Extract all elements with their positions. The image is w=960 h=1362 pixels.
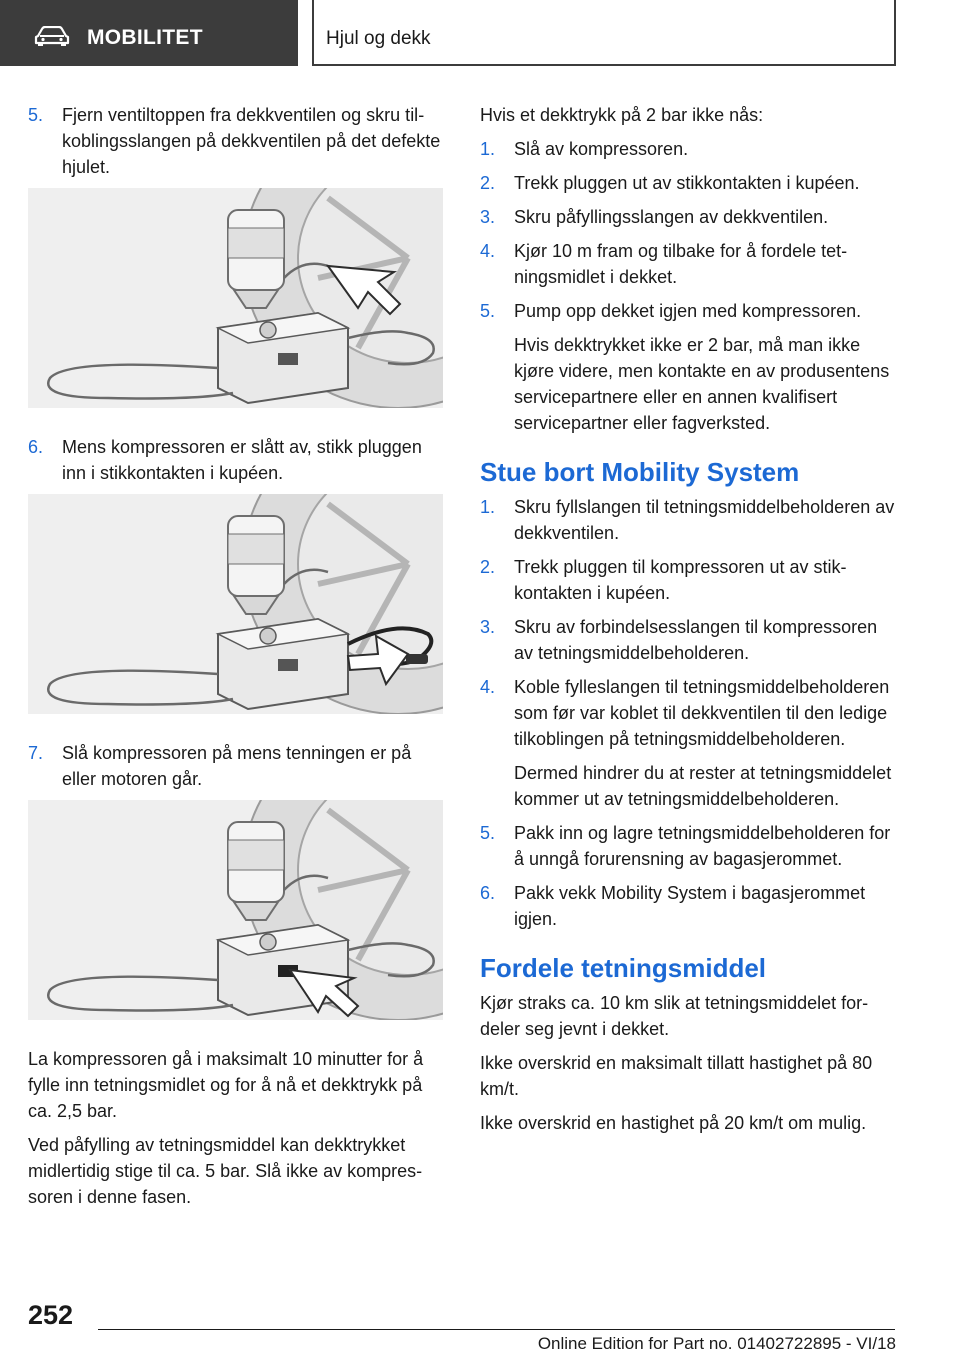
car-icon	[34, 26, 70, 46]
step-item	[28, 102, 448, 180]
left-column	[28, 102, 448, 1218]
step-text: Skru fyllslangen til tetningsmiddelbeholderen av dekkventilen.	[514, 497, 895, 543]
edition-note: Online Edition for Part no. 01402722895 - VI/18	[537, 1334, 896, 1353]
illustration-plug-socket	[28, 494, 443, 714]
step-text: Skru av forbindelsesslangen til kompressoren av tetningsmiddelbeholderen.	[514, 617, 878, 663]
step-item	[480, 238, 900, 290]
step-item	[480, 880, 900, 932]
step-number: 4.	[480, 241, 496, 261]
paragraph: Hvis et dekktrykk på 2 bar ikke nås:	[480, 105, 764, 125]
header-section-tab	[0, 0, 298, 66]
step-note: Hvis dekktrykket ikke er 2 bar, må man ikke kjøre videre, men kontakte en av produsentens servicepartnere eller en annen kvalifisert servicepartner eller fagverksted.	[514, 335, 890, 433]
compressor-illustration	[28, 494, 443, 714]
step-text: Skru påfyllingsslangen av dekkventilen.	[514, 207, 829, 227]
step-number: 1.	[480, 497, 496, 517]
step-text: Slå kompressoren på mens tenningen er på eller motoren går.	[62, 743, 412, 789]
paragraph: La kompressoren gå i maksimalt 10 minutter for å fylle inn tetningsmidlet og for å nå et dekktrykk på ca. 2,5 bar.	[28, 1049, 424, 1121]
paragraph: Kjør straks ca. 10 km slik at tetningsmiddelet fordeler seg jevnt i dekket.	[480, 993, 869, 1039]
header-chapter-box	[312, 0, 896, 66]
step-text: Slå av kompressoren.	[514, 139, 689, 159]
illustration-hose-connection	[28, 188, 443, 408]
step-number: 2.	[480, 173, 496, 193]
step-text: Pump opp dekket igjen med kompressoren.	[514, 301, 862, 321]
step-item	[480, 494, 900, 546]
step-text: Koble fylleslangen til tetningsmiddelbeholderen som før var koblet til dekkventilen til den ledige tilkoblingen på tetningsmiddelbeholderen.	[514, 677, 890, 749]
step-text: Mens kompressoren er slått av, stikk pluggen inn i stikkontakten i kupéen.	[62, 437, 422, 483]
step-item	[480, 674, 900, 812]
chapter-title: Hjul og dekk	[326, 28, 431, 49]
section-title: MOBILITET	[87, 26, 203, 49]
step-number: 3.	[480, 207, 496, 227]
step-item	[28, 434, 448, 486]
footer-divider	[98, 1329, 895, 1330]
step-text: Fjern ventiltoppen fra dekkventilen og skru tilkoblingsslangen på dekkventilen på det defekte hjulet.	[62, 105, 441, 177]
step-number: 5.	[28, 105, 44, 125]
step-number: 5.	[480, 301, 496, 321]
step-text: Pakk inn og lagre tetningsmiddelbeholderen for å unngå forurensning av bagasjerommet.	[514, 823, 891, 869]
step-text: Pakk vekk Mobility System i bagasjerommet igjen.	[514, 883, 866, 929]
step-number: 4.	[480, 677, 496, 697]
step-number: 6.	[480, 883, 496, 903]
step-text: Trekk pluggen ut av stikkontakten i kupéen.	[514, 173, 860, 193]
step-text: Kjør 10 m fram og tilbake for å fordele tetningsmidlet i dekket.	[514, 241, 848, 287]
step-item	[480, 554, 900, 606]
illustration-compressor-switch	[28, 800, 443, 1020]
step-number: 6.	[28, 437, 44, 457]
section-heading: Fordele tetningsmiddel	[480, 953, 767, 983]
step-number: 5.	[480, 823, 496, 843]
step-item	[28, 740, 448, 792]
step-item	[480, 298, 900, 436]
step-number: 3.	[480, 617, 496, 637]
compressor-illustration	[28, 188, 443, 408]
paragraph: Ved påfylling av tetningsmiddel kan dekktrykket midlertidig stige til ca. 5 bar. Slå ikke av kompressoren i denne fasen.	[28, 1135, 423, 1207]
step-item	[480, 820, 900, 872]
step-item	[480, 136, 900, 162]
paragraph: Ikke overskrid en hastighet på 20 km/t om mulig.	[480, 1113, 867, 1133]
section-heading: Stue bort Mobility System	[480, 457, 800, 487]
page-number: 252	[28, 1300, 74, 1330]
step-item	[480, 614, 900, 666]
step-item	[480, 170, 900, 196]
step-number: 7.	[28, 743, 44, 763]
step-number: 2.	[480, 557, 496, 577]
step-number: 1.	[480, 139, 496, 159]
compressor-illustration	[28, 800, 443, 1020]
step-item	[480, 204, 900, 230]
step-note: Dermed hindrer du at rester at tetningsmiddelet kommer ut av tetningsmiddelbeholderen.	[514, 763, 892, 809]
right-column	[480, 102, 900, 1144]
step-text: Trekk pluggen til kompressoren ut av stikkontakten i kupéen.	[514, 557, 847, 603]
paragraph: Ikke overskrid en maksimalt tillatt hastighet på 80 km/t.	[480, 1053, 873, 1099]
